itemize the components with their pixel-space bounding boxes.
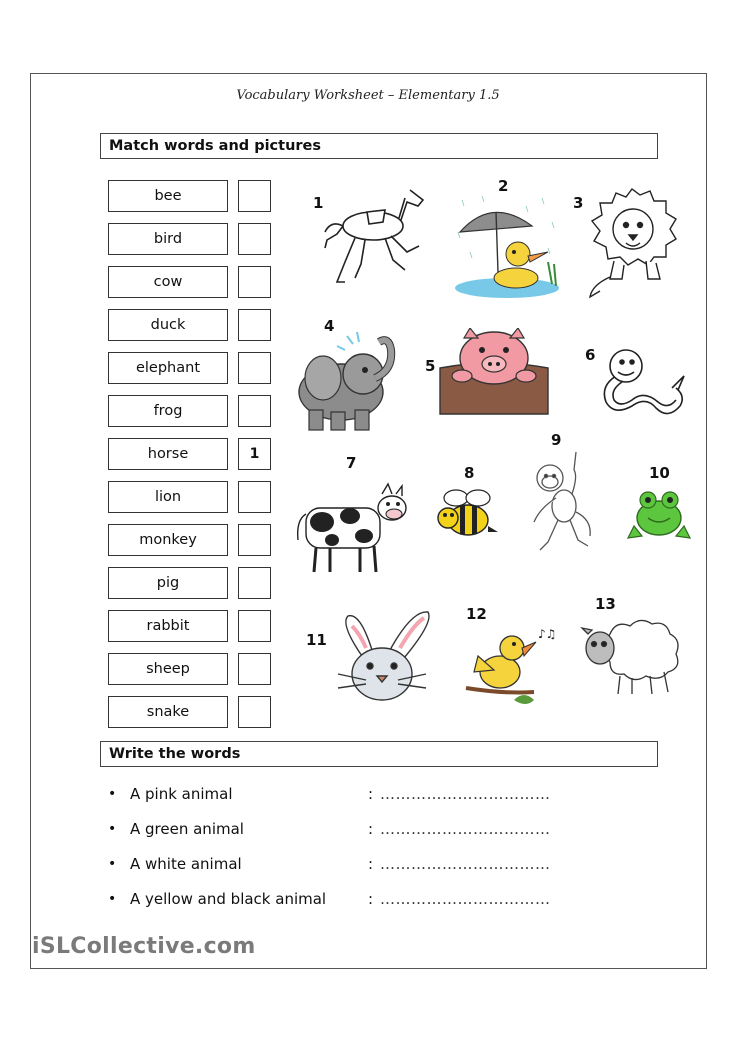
picture-number: 11 bbox=[306, 631, 327, 649]
question-row bbox=[108, 853, 568, 875]
answer-box[interactable] bbox=[238, 524, 271, 556]
question-colon: : bbox=[368, 890, 374, 908]
monkey-picture bbox=[528, 450, 600, 556]
word-box: bee bbox=[108, 180, 228, 212]
answer-line[interactable]: …………………………… bbox=[380, 785, 551, 803]
frog-picture bbox=[626, 486, 692, 544]
section-match-title: Match words and pictures bbox=[100, 133, 658, 159]
picture-number: 1 bbox=[313, 194, 324, 212]
question-text: A green animal bbox=[130, 820, 244, 838]
answer-box[interactable] bbox=[238, 610, 271, 642]
word-box: pig bbox=[108, 567, 228, 599]
answer-line[interactable]: …………………………… bbox=[380, 855, 551, 873]
answer-line[interactable]: …………………………… bbox=[380, 820, 551, 838]
picture-number: 7 bbox=[346, 454, 357, 472]
question-row bbox=[108, 818, 568, 840]
word-box: duck bbox=[108, 309, 228, 341]
word-box: lion bbox=[108, 481, 228, 513]
answer-box[interactable] bbox=[238, 352, 271, 384]
rabbit-picture bbox=[332, 604, 438, 704]
sheep-picture bbox=[580, 614, 684, 698]
picture-number: 4 bbox=[324, 317, 335, 335]
answer-box[interactable] bbox=[238, 696, 271, 728]
picture-number: 12 bbox=[466, 605, 487, 623]
bullet: • bbox=[108, 786, 117, 802]
question-row bbox=[108, 783, 568, 805]
answer-box[interactable] bbox=[238, 180, 271, 212]
question-colon: : bbox=[368, 855, 374, 873]
picture-number: 5 bbox=[425, 357, 436, 375]
word-box: sheep bbox=[108, 653, 228, 685]
question-row bbox=[108, 888, 568, 910]
answer-box[interactable] bbox=[238, 266, 271, 298]
cow-picture bbox=[292, 480, 412, 576]
answer-box[interactable] bbox=[238, 567, 271, 599]
bullet: • bbox=[108, 856, 117, 872]
answer-box[interactable] bbox=[238, 653, 271, 685]
answer-box[interactable] bbox=[238, 309, 271, 341]
pig-picture bbox=[438, 328, 550, 420]
picture-number: 2 bbox=[498, 177, 509, 195]
word-box: rabbit bbox=[108, 610, 228, 642]
duck-picture bbox=[452, 192, 562, 300]
elephant-picture bbox=[293, 330, 405, 434]
question-text: A pink animal bbox=[130, 785, 233, 803]
picture-number: 13 bbox=[595, 595, 616, 613]
picture-number: 8 bbox=[464, 464, 475, 482]
worksheet-title: Vocabulary Worksheet – Elementary 1.5 bbox=[236, 88, 500, 103]
word-box: elephant bbox=[108, 352, 228, 384]
word-box: monkey bbox=[108, 524, 228, 556]
snake-picture bbox=[596, 346, 688, 422]
bullet: • bbox=[108, 891, 117, 907]
word-box: snake bbox=[108, 696, 228, 728]
word-box: cow bbox=[108, 266, 228, 298]
picture-number: 3 bbox=[573, 194, 584, 212]
word-box: frog bbox=[108, 395, 228, 427]
bullet: • bbox=[108, 821, 117, 837]
lion-picture bbox=[586, 185, 678, 303]
question-text: A yellow and black animal bbox=[130, 890, 327, 908]
answer-box[interactable] bbox=[238, 395, 271, 427]
answer-box[interactable] bbox=[238, 481, 271, 513]
horse-picture bbox=[315, 182, 430, 292]
answer-line[interactable]: …………………………… bbox=[380, 890, 551, 908]
word-box: horse bbox=[108, 438, 228, 470]
answer-box[interactable] bbox=[238, 223, 271, 255]
bird-picture bbox=[464, 626, 560, 712]
footer-watermark: iSLCollective.com bbox=[32, 934, 256, 959]
picture-number: 10 bbox=[649, 464, 670, 482]
word-box: bird bbox=[108, 223, 228, 255]
answer-box[interactable]: 1 bbox=[238, 438, 271, 470]
picture-number: 9 bbox=[551, 431, 562, 449]
question-text: A white animal bbox=[130, 855, 242, 873]
section-write-title: Write the words bbox=[100, 741, 658, 767]
bee-picture bbox=[432, 486, 500, 546]
question-colon: : bbox=[368, 785, 374, 803]
picture-number: 6 bbox=[585, 346, 596, 364]
svg-text:♪♫: ♪♫ bbox=[538, 627, 557, 641]
question-colon: : bbox=[368, 820, 374, 838]
